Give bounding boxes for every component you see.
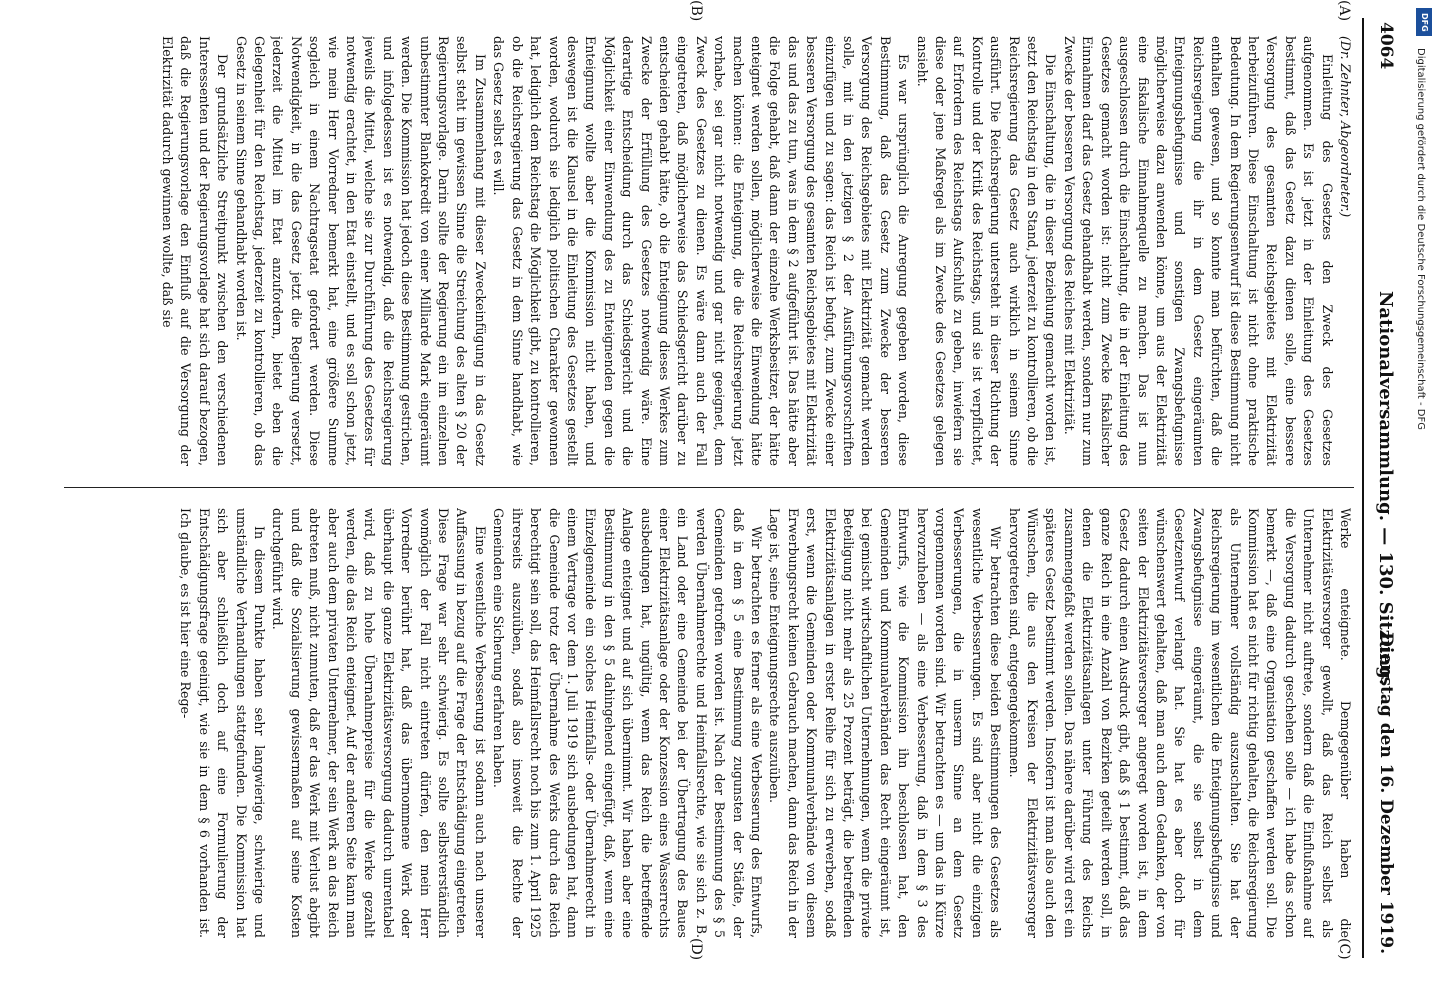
paragraph: Wir betrachten es ferner als eine Verbesserung des Entwurfs, daß in dem § 5 eine Bestimmung zugunsten der Städte, der Gemeinden getroffen worden ist. Nach der Bestimmung des § 5 werden Übernahmerechte und Heimfallsrechte, wie sie sich z. B. ein Land oder eine Gemeinde bei der Übertragung des Baues einer Elektrizitätsanlage oder der Konzession eines Wasserrechts ausbedungen hat, ungültig, wenn das Reich die betreffende Anlage enteignet und auf sich übernimmt. Wir haben aber eine Bestimmung in den § 5 dahingehend eingefügt, daß, wenn eine Einzelgemeinde ein solches Heimfalls- oder Übernahmerecht in einem Vertrage vor dem 1. Juli 1919 sich ausbedungen hat, dann die Gemeinde trotz der Übernahme des Werks durch das Reich berechtigt sein soll, das Heimfallsrecht noch bis zum 1. April 1925 ihrerseits auszuüben, sodaß also insoweit die Rechte der Gemeinden eine Sicherung erfahren haben. (491, 508, 764, 938)
page-number: 4064 (1376, 22, 1396, 70)
digitization-note-text: Digitalisierung gefördert durch die Deutsche Forschungsgemeinschaft - DFG (1415, 48, 1426, 431)
right-column (54, 508, 1354, 938)
paragraph: Eine wesentliche Verbesserung ist sodann auch nach unserer Auffassung in bezug auf die Frage der Entschädigung eingetreten. Diese Frage war sehr schwierig. Es sollte selbstverständlich womöglich der Fall nicht eintreten dürfen, den mein Herr Vorredner berührt hat, daß das übernommene Werk oder überhaupt die ganze Elektrizitätsversorgung dadurch unrentabel wird, daß zu hohe Übernahmepreise für die Werke gezahlt werden, die das Reich enteignet. Auf der anderen Seite kann man aber auch dem privaten Unternehmer, der sein Werk an das Reich abtreten muß, nicht zumuten, daß er das Werk mit Verlust abgibt und daß die Sozialisierung gewissermaßen auf seine Kosten durchgeführt wird. (270, 508, 488, 938)
session-title: Nationalversammlung. — 130. Sitzung. (1375, 290, 1396, 686)
column-divider (64, 487, 1354, 488)
dfg-logo: DFG (1416, 8, 1432, 36)
speaker-label: (Dr. Zehnter, Abgeordneter.) (1338, 36, 1353, 218)
margin-letter-c: (C) (1336, 938, 1352, 960)
paragraph: Im Zusammenhang mit dieser Zweckeinfügung in das Gesetz selbst steht im gewissen Sinne die Streichung des alten § 20 der Regierungsvorlage. Darin sollte der Regierung ein im einzelnen unbestimmter Blankokredit von einer Milliarde Mark eingeräumt werden. Die Kommission hat jedoch diese Bestimmung gestrichen, und infolgedessen ist es notwendig, daß die Reichsregierung jeweils die Mittel, welche sie zur Durchführung des Gesetzes für notwendig erachtet, in den Etat einstellt, und es soll schon jetzt, wie mein Herr Vorredner bemerkt hat, eine größere Summe sogleich in einem Nachtragsetat gefordert werden. Diese Notwendigkeit, in die das Gesetz jetzt die Regierung versetzt, jederzeit die Mittel im Etat anzufordern, bietet eben die Gelegenheit für den Reichstag, jederzeit zu kontrollieren, ob das Gesetz in seinem Sinne gehandhabt worden ist. (233, 36, 488, 466)
margin-letter-d: (D) (688, 938, 704, 961)
paragraph: Es war ursprünglich die Anregung gegeben worden, diese Bestimmung, daß das Gesetz zum Zwecke der besseren Versorgung des Reichsgebietes mit Elektrizität gemacht werden solle, mit in den jetzigen § 2 der Ausführungsvorschriften einzufügen und zu sagen: das Reich ist befugt, zum Zwecke einer besseren Versorgung des gesamten Reichsgebietes mit Elektrizität das und das zu tun, was in dem § 2 aufgeführt ist. Das hätte aber die Folge gehabt, daß dann der einzelne Werksbesitzer, der hätte enteignet werden sollen, möglicherweise die Einwendung hätte machen können: die Enteignung, die die Reichsregierung jetzt vorhabe, sei gar nicht notwendig und gar nicht geeignet, dem Zweck des Gesetzes zu dienen. Es wäre dann auch der Fall eingetreten, daß möglicherweise das Schiedsgericht darüber zu entscheiden gehabt hätte, ob die Enteignung dieses Werkes zum Zwecke der Erfüllung des Gesetzes notwendig wäre. Eine derartige Entscheidung durch das Schiedsgericht und die Möglichkeit einer Einwendung des zu Enteignenden gegen die Enteignung wollte aber die Kommission nicht haben, und deswegen ist die Klausel in die Einleitung des Gesetzes gestellt worden, wodurch sie lediglich politischen Charakter gewonnen hat, lediglich dem Reichstag die Möglichkeit gibt, zu kontrollieren, ob die Reichsregierung das Gesetz in dem Sinne handhabt, wie das Gesetz selbst es will. (491, 36, 912, 466)
margin-letter-a: (A) (1336, 0, 1352, 22)
paragraph: Der grundsätzliche Streitpunkt zwischen den verschiedenen Interessenten und der Regierungsvorlage hat sich darauf bezogen, daß die Regierungsvorlage den Einfluß auf die Versorgung der Elektrizität dadurch gewinnen wollte, daß sie (160, 36, 231, 466)
session-date: Dienstag den 16. Dezember 1919. (1376, 632, 1396, 954)
margin-letter-b: (B) (688, 0, 704, 22)
paragraph: Wir betrachten diese beiden Bestimmungen des Gesetzes als wesentliche Verbesserungen. Es sind aber nicht die einzigen Verbesserungen, die in unserm Sinne an dem Gesetz vorgenommen worden sind. Wir betrachten es — um das in Kürze hervorzuheben — als eine Verbesserung, daß in dem § 3 des Entwurfs, wie die Kommission ihn beschlossen hat, den Gemeinden und Kommunalverbänden das Recht eingeräumt ist, bei gemischt wirtschaftlichen Unternehmungen, wenn die private Beteiligung nicht mehr als 25 Prozent beträgt, die betreffenden Elektrizitätsanlagen in erster Reihe für sich zu erwerben, sodaß erst, wenn die Gemeinden oder Kommunalverbände von diesem Erwerbungsrecht keinen Gebrauch machen, dann das Reich in der Lage ist, seine Enteignungsrechte auszuüben. (767, 508, 1004, 938)
paragraph: Werke enteignete. Demgegenüber haben die Elektrizitätsversorger gewollt, daß das Reich selbst als Unternehmer nicht auftrete, sondern daß die Einflußnahme auf die Versorgung dadurch geschehen solle — ich habe das schon bemerkt —, daß eine Organisation geschaffen werden soll. Die Kommission hat es nicht für richtig gehalten, die Reichsregierung als Unternehmer vollständig auszuschalten. Sie hat der Reichsregierung im wesentlichen die Enteignungsbefugnisse und Zwangsbefugnisse eingeräumt, die sie selbst in dem Gesetzentwurf verlangt hat. Sie hat es aber doch für wünschenswert gehalten, daß man auch dem Gedanken, der von seiten der Elektrizitätsversorger angeregt worden ist, in dem Gesetz dadurch einen Ausdruck gibt, daß § 1 bestimmt, daß das ganze Reich in eine Anzahl von Bezirken geteilt werden soll, in denen die Elektrizitätsanlagen unter Führung des Reichs zusammengefaßt werden sollen. Das nähere darüber wird erst ein späteres Gesetz bestimmt werden. Insofern ist man also auch den Wünschen, die aus den Kreisen der Elektrizitätsversorger hervorgetreten sind, entgegengekommen. (1006, 508, 1353, 938)
left-column (54, 36, 1354, 466)
paragraph: In diesem Punkte haben sehr langwierige, schwierige und umständliche Verhandlungen stattgefunden. Die Kommission hat sich aber schließlich doch auf eine Formulierung der Entschädigungsfrage geeinigt, wie sie in dem § 6 vorhanden ist. Ich glaube, es ist hier eine Rege- (178, 508, 268, 938)
paragraph: Die Einschaltung, die in dieser Beziehung gemacht worden ist, setzt den Reichstag in den Stand, jederzeit zu kontrollieren, ob die Reichsregierung das Gesetz auch wirklich in seinem Sinne ausführt. Die Reichsregierung untersteht in dieser Richtung der Kontrolle und der Kritik des Reichstags, und sie ist verpflichtet, auf Erfordern des Reichstags Aufschluß zu geben, inwiefern sie diese oder jene Maßregel als im Zwecke des Gesetzes gelegen ansieht. (914, 36, 1059, 466)
rotated-page (44, 0, 1404, 961)
paragraph: Einleitung des Gesetzes den Zweck des Gesetzes aufgenommen. Es ist jetzt in der Einleitung des Gesetzes bestimmt, daß das Gesetz dazu dienen solle, eine bessere Versorgung des gesamten Reichsgebietes mit Elektrizität herbeizuführen. Diese Einschaltung ist nicht ohne praktische Bedeutung. In dem Regierungsentwurf ist diese Bestimmung nicht enthalten gewesen, und so konnte man befürchten, daß die Reichsregierung die ihr in dem Gesetz eingeräumten Enteignungsbefugnisse und sonstigen Zwangsbefugnisse möglicherweise dazu anwenden könne, um aus der Elektrizität eine fiskalische Einnahmequelle zu machen. Das ist nun ausgeschlossen durch die Einschaltung, die in der Einleitung des Gesetzes gemacht worden ist: nicht zum Zwecke fiskalischer Einnahmen darf das Gesetz gehandhabt werden, sondern nur zum Zwecke der besseren Versorgung des Reiches mit Elektrizität. (1061, 36, 1335, 466)
page-header (1362, 18, 1404, 958)
digitization-note (1410, 8, 1430, 992)
